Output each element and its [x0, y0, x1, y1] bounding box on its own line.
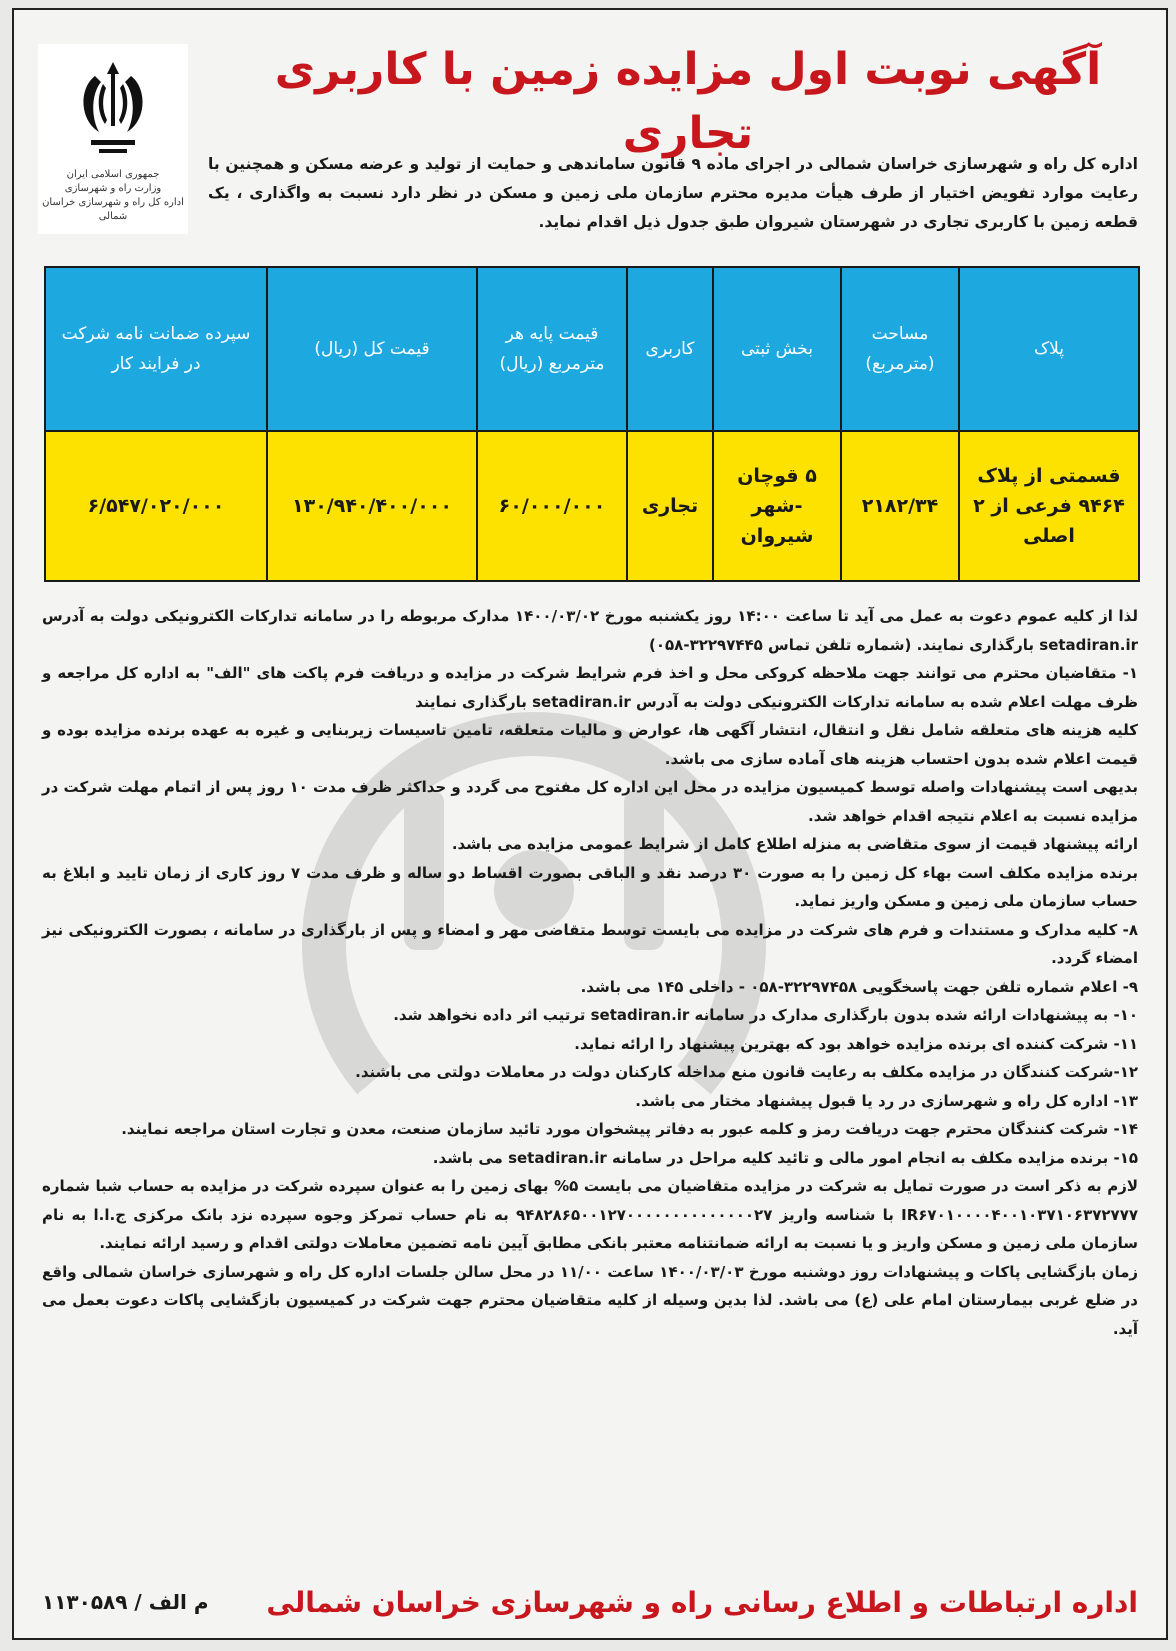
- body-paragraph: برنده مزایده مکلف است بهاء کل زمین را به صورت ۳۰ درصد نقد و الباقی بصورت اقساط دو ساله و ظرف مدت ۷ روز کاری از زمان تایید و ابلاغ به حساب سازمان ملی زمین و مسکن واریز نماید.: [42, 863, 1138, 910]
- body-paragraph: ۱- متقاضیان محترم می توانند جهت ملاحظه کروکی محل و اخذ فرم شرایط شرکت در مزایده و دریافت فرم پاکت های "الف" به اداره کل مراجعه و ظرف مهلت اعلام شده به سامانه تدارکات الکترونیکی دولت به آدرس setadiran.ir بارگذاری نمایند: [42, 664, 1138, 711]
- body-paragraph: ۸- کلیه مدارک و مستندات و فرم های شرکت در مزایده می بایست توسط متقاضی مهر و امضاء و پس از بارگذاری در سامانه ، بصورت الکترونیکی نیز امضاء گردد.: [42, 920, 1138, 967]
- table-cell: قسمتی از پلاک ۹۴۶۴ فرعی از ۲ اصلی: [959, 431, 1139, 581]
- body-paragraph: ۱۴- شرکت کنندگان محترم جهت دریافت رمز و کلمه عبور به دفاتر پیشخوان مورد تائید سازمان صنعت، معدن و تجارت استان مراجعه نمایند.: [121, 1120, 1138, 1138]
- table-header-cell: قیمت پایه هر مترمربع (ریال): [477, 267, 627, 431]
- iran-emblem-icon: [65, 54, 161, 164]
- body-paragraph: بدیهی است پیشنهادات واصله توسط کمیسیون مزایده در محل این اداره کل مفتوح می گردد و حداکثر ظرف مدت ۱۰ روز پس از اتمام مهلت شرکت در مزایده نسبت به اعلام نتیجه اقدام خواهد شد.: [42, 778, 1138, 825]
- emblem-caption-line: وزارت راه و شهرسازی: [64, 183, 162, 194]
- body-paragraph: زمان بازگشایی پاکات و پیشنهادات روز دوشنبه مورخ ۱۴۰۰/۰۳/۰۳ ساعت ۱۱/۰۰ در محل سالن جلسات اداره کل راه و شهرسازی خراسان شمالی واقع در ضلع غربی بیمارستان امام علی (ع) می باشد. لذا بدین وسیله از کلیه متقاضیان محترم جهت شرکت در کمیسیون بازگشایی پاکات دعوت بعمل می آید.: [42, 1262, 1139, 1338]
- table-header-cell: سپرده ضمانت نامه شرکت در فرایند کار: [45, 267, 267, 431]
- intro-paragraph: اداره کل راه و شهرسازی خراسان شمالی در اجرای ماده ۹ قانون ساماندهی و حمایت از تولید و عرضه مسکن و همچنین با رعایت موارد تفویض اختیار از طرف هیأت مدیره محترم سازمان ملی زمین و مسکن در نظر دارد نسبت به واگذاری ، یک قطعه زمین با کاربری تجاری در شهرستان شیروان طبق جدول ذیل اقدام نماید.: [208, 155, 1138, 231]
- department-name: اداره ارتباطات و اطلاع رسانی راه و شهرسازی خراسان شمالی: [266, 1585, 1138, 1619]
- ad-code: ۱۱۳۰۵۸۹ / م الف: [42, 1590, 209, 1614]
- table-cell: ۶/۵۴۷/۰۲۰/۰۰۰: [45, 431, 267, 581]
- auction-table: [44, 266, 1140, 582]
- table-row: [45, 431, 1139, 581]
- table-header-cell: پلاک: [959, 267, 1139, 431]
- table-header-row: [45, 267, 1139, 431]
- table-cell: ۶۰/۰۰۰/۰۰۰: [477, 431, 627, 581]
- announcement-page: [12, 8, 1168, 1640]
- body-paragraph: ۱۰- به پیشنهادات ارائه شده بدون بارگذاری مدارک در سامانه setadiran.ir ترتیب اثر داده نخواهد شد.: [393, 1006, 1138, 1024]
- table-header-cell: بخش ثبتی: [713, 267, 841, 431]
- table-cell: ۲۱۸۲/۳۴: [841, 431, 959, 581]
- body-paragraph: ۹- اعلام شماره تلفن جهت پاسخگویی ۳۲۲۹۷۴۵۸-۰۵۸ - داخلی ۱۴۵ می باشد.: [580, 977, 1138, 996]
- table-header-cell: کاربری: [627, 267, 713, 431]
- page-title: آگهی نوبت اول مزایده زمین با کاربری تجاری: [274, 44, 1102, 159]
- body-paragraph: ۱۲-شرکت کنندگان در مزایده مکلف به رعایت قانون منع مداخله کارکنان دولت در معاملات دولتی می باشند.: [355, 1063, 1138, 1081]
- table-header-cell: قیمت کل (ریال): [267, 267, 477, 431]
- body-paragraph: ۱۳- اداره کل راه و شهرسازی در رد یا قبول پیشنهاد مختار می باشد.: [635, 1091, 1138, 1110]
- table-header-cell: مساحت (مترمربع): [841, 267, 959, 431]
- emblem-caption-line: اداره کل راه و شهرسازی خراسان شمالی: [42, 197, 184, 222]
- emblem-caption: [38, 168, 188, 224]
- announcement-body: [42, 602, 1138, 1343]
- body-paragraph: لازم به ذکر است در صورت تمایل به شرکت در مزایده متقاضیان می بایست ۵% بهای زمین را به عنوان سپرده شرکت در مزایده به حساب شبا شماره IR۶۷۰۱۰۰۰۰۴۰۰۱۰۳۷۱۰۶۳۷۲۷۷۷ با شناسه واریز ۹۴۸۲۸۶۵۰۰۱۲۷۰۰۰۰۰۰۰۰۰۰۰۰۰۰۲۷ به نام حساب تمرکز وجوه سپرده نزد بانک مرکزی ج.ا.ا به نام سازمان ملی زمین و مسکن واریز و یا نسبت به ارائه ضمانتنامه معتبر بانکی مطابق آیین نامه تضمین معاملات دولتی اقدام و رسید ارائه نمایند.: [42, 1177, 1139, 1252]
- emblem-caption-line: جمهوری اسلامی ایران: [66, 169, 160, 180]
- emblem-box: [38, 44, 188, 234]
- body-paragraph: کلیه هزینه های متعلقه شامل نقل و انتقال، انتشار آگهی ها، عوارض و مالیات متعلقه، تامین تاسیسات زیربنایی و غیره به عهده برنده مزایده بوده و قیمت اعلام شده بدون احتساب هزینه های آماده سازی می باشد.: [42, 721, 1138, 768]
- body-paragraph: ۱۵- برنده مزایده مکلف به انجام امور مالی و تائید کلیه مراحل در سامانه setadiran.ir می باشد.: [432, 1148, 1138, 1167]
- body-paragraph: لذا از کلیه عموم دعوت به عمل می آید تا ساعت ۱۴:۰۰ روز یکشنبه مورخ ۱۴۰۰/۰۳/۰۲ مدارک مربوطه را در سامانه تدارکات الکترونیکی دولت به آدرس setadiran.ir بارگذاری نمایند. (شماره تلفن تماس ۳۲۲۹۷۴۴۵-۰۵۸): [42, 607, 1138, 654]
- body-paragraph: ارائه پیشنهاد قیمت از سوی متقاضی به منزله اطلاع کامل از شرایط عمومی مزایده می باشد.: [451, 835, 1138, 853]
- footer: [42, 1580, 1138, 1624]
- body-paragraph: ۱۱- شرکت کننده ای برنده مزایده خواهد بود که بهترین پیشنهاد را ارائه نماید.: [574, 1034, 1138, 1053]
- table-cell: ۱۳۰/۹۴۰/۴۰۰/۰۰۰: [267, 431, 477, 581]
- table-cell: تجاری: [627, 431, 713, 581]
- table-cell: ۵ قوچان -شهر شیروان: [713, 431, 841, 581]
